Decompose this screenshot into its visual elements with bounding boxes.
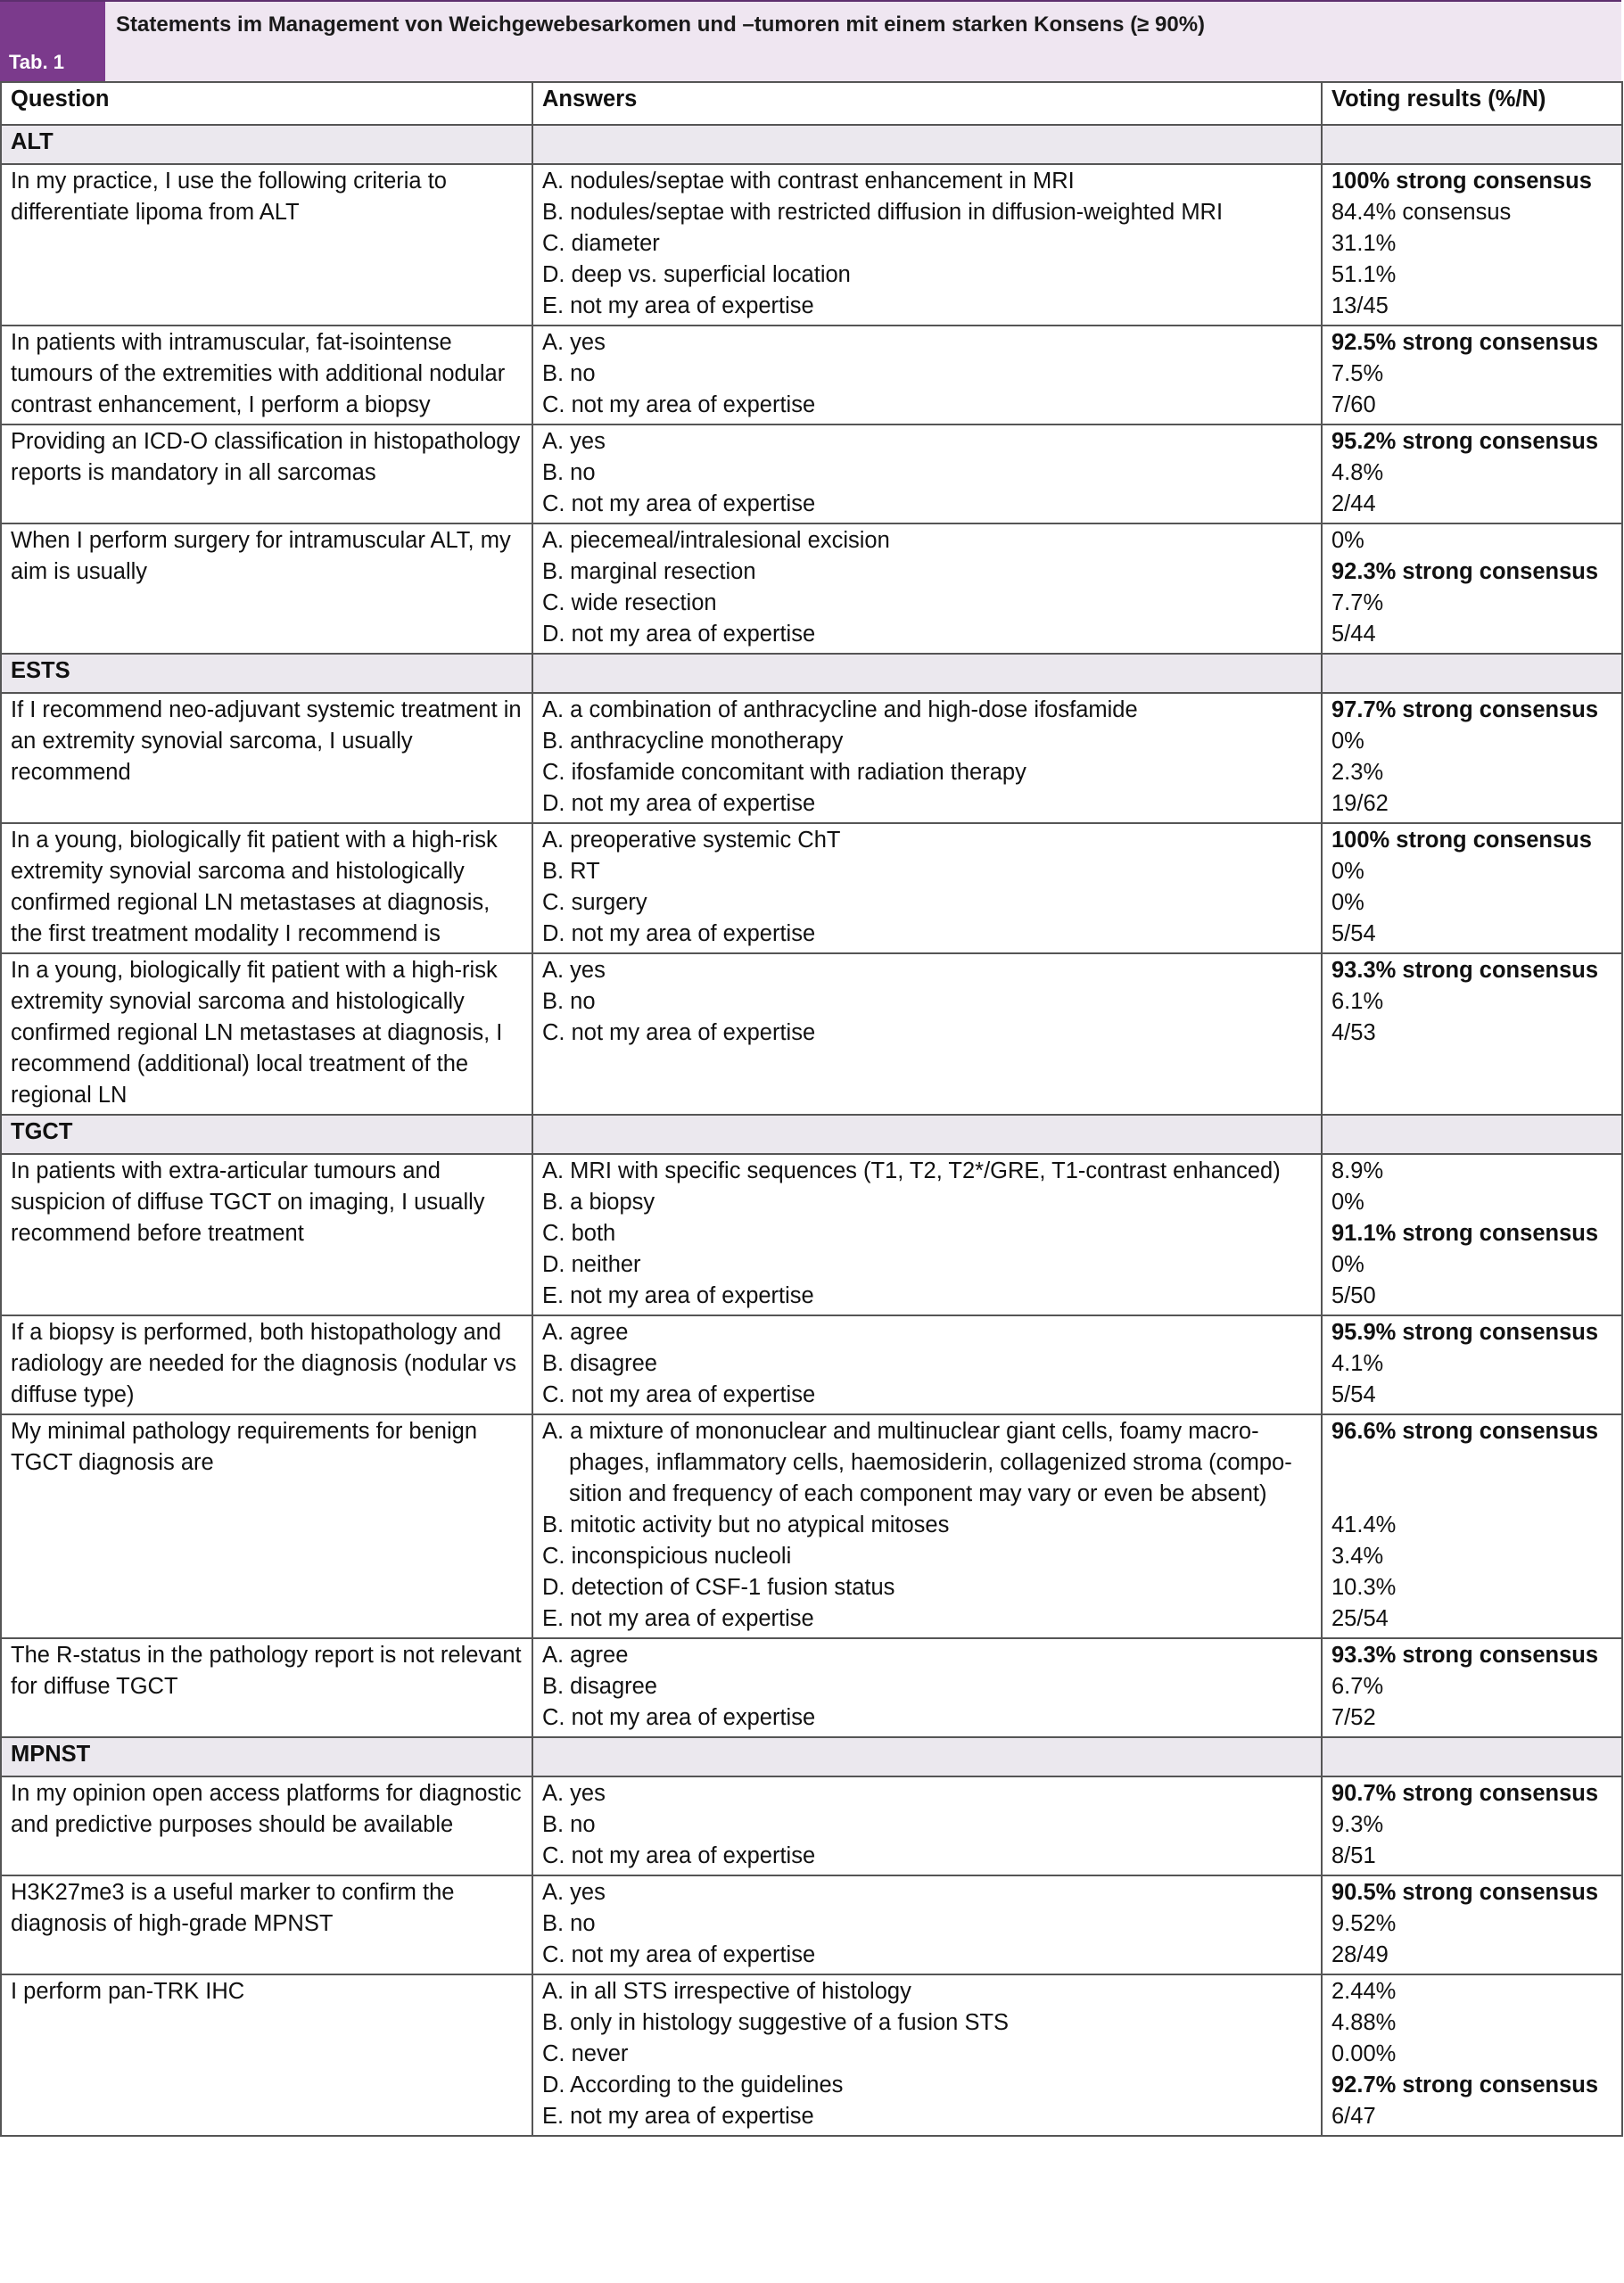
answer-option: C. not my area of expertise (542, 491, 816, 516)
result-value: 95.2% strong consensus (1331, 429, 1599, 454)
answers-cell (532, 1638, 1322, 1737)
result-spacer (1331, 1447, 1614, 1479)
answer-option: A. agree (542, 1320, 629, 1345)
answer-option: A. MRI with specific sequences (T1, T2, T2*/GRE, T1-contrast enhanced) (542, 1158, 1281, 1183)
results-cell (1322, 1776, 1622, 1875)
section-row (1, 1115, 1622, 1154)
consensus-table (0, 81, 1623, 2137)
answer-option: B. only in histology suggestive of a fusion STS (542, 2010, 1010, 2035)
result-value: 7/52 (1331, 1705, 1376, 1730)
section-title: TGCT (1, 1115, 532, 1154)
answer-option: D. neither (542, 1252, 641, 1277)
result-value: 6.7% (1331, 1674, 1384, 1699)
answer-option: B. mitotic activity but no atypical mitoses (542, 1512, 950, 1537)
question-cell: The R-status in the pathology report is not relevant for diffuse TGCT (1, 1638, 532, 1737)
answer-option-continued: sition and frequency of each component may vary or even be absent) (569, 1481, 1267, 1506)
answer-option: B. no (542, 1812, 596, 1837)
answers-cell (532, 1974, 1322, 2136)
result-value: 7/60 (1331, 392, 1376, 417)
result-value: 2.3% (1331, 760, 1384, 785)
answer-option: B. a biopsy (542, 1190, 655, 1215)
result-value: 51.1% (1331, 262, 1397, 287)
table-row (1, 424, 1622, 523)
results-cell (1322, 1638, 1622, 1737)
table-row (1, 1875, 1622, 1974)
question-cell: In patients with intramuscular, fat-isointense tumours of the extremities with additional nodular contrast enhancement, I perform a biopsy (1, 326, 532, 424)
result-value: 3.4% (1331, 1544, 1384, 1569)
answer-option: C. not my area of expertise (542, 1942, 816, 1967)
result-value: 13/45 (1331, 293, 1389, 318)
result-value: 97.7% strong consensus (1331, 697, 1599, 722)
result-value: 4.88% (1331, 2010, 1397, 2035)
result-value: 0% (1331, 859, 1364, 884)
result-value: 5/44 (1331, 622, 1376, 647)
answer-option: A. a mixture of mononuclear and multinuclear giant cells, foamy macro- (542, 1419, 1259, 1444)
column-header-question: Question (1, 82, 532, 125)
answers-cell (532, 1315, 1322, 1414)
answer-option: E. not my area of expertise (542, 1606, 814, 1631)
table-row (1, 1638, 1622, 1737)
answers-cell (532, 326, 1322, 424)
answer-option: B. nodules/septae with restricted diffusion in diffusion-weighted MRI (542, 200, 1224, 225)
answer-option: C. surgery (542, 890, 647, 915)
table-row (1, 1974, 1622, 2136)
answer-option: E. not my area of expertise (542, 2104, 814, 2129)
header-row (1, 82, 1622, 125)
section-title: ALT (1, 125, 532, 164)
answers-cell (532, 1154, 1322, 1315)
result-value: 41.4% (1331, 1512, 1397, 1537)
answer-option: C. diameter (542, 231, 660, 256)
result-value: 100% strong consensus (1331, 828, 1592, 853)
answer-option: A. a combination of anthracycline and high-dose ifosfamide (542, 697, 1138, 722)
table-row (1, 1154, 1622, 1315)
answer-option: A. piecemeal/intralesional excision (542, 528, 890, 553)
answer-option: A. yes (542, 1880, 606, 1905)
question-cell: In a young, biologically fit patient with a high-risk extremity synovial sarcoma and histologically confirmed regional LN metastases at diagnosis, the first treatment modality I recommend is (1, 823, 532, 953)
answer-option: C. not my area of expertise (542, 392, 816, 417)
question-cell: Providing an ICD-O classification in histopathology reports is mandatory in all sarcomas (1, 424, 532, 523)
section-empty-cell (1322, 125, 1622, 164)
answers-cell (532, 164, 1322, 326)
answer-option: B. RT (542, 859, 600, 884)
answer-option: A. yes (542, 958, 606, 983)
answers-cell (532, 424, 1322, 523)
answers-cell (532, 1875, 1322, 1974)
table-label-badge (0, 2, 105, 81)
result-value: 4/53 (1331, 1020, 1376, 1045)
question-cell: In my practice, I use the following criteria to differentiate lipoma from ALT (1, 164, 532, 326)
result-value: 0.00% (1331, 2041, 1397, 2066)
section-row (1, 1737, 1622, 1776)
result-value: 4.8% (1331, 460, 1384, 485)
result-value: 10.3% (1331, 1575, 1397, 1600)
result-value: 6.1% (1331, 989, 1384, 1014)
table-row (1, 326, 1622, 424)
table-row (1, 1776, 1622, 1875)
section-empty-cell (532, 1737, 1322, 1776)
result-value: 8.9% (1331, 1158, 1384, 1183)
answer-option: A. yes (542, 429, 606, 454)
table-caption: Statements im Management von Weichgewebesarkomen und –tumoren mit einem starken Konsens (≥ 90%) (116, 12, 1206, 37)
section-empty-cell (532, 125, 1322, 164)
result-value: 91.1% strong consensus (1331, 1221, 1599, 1246)
answer-option: C. not my area of expertise (542, 1705, 816, 1730)
result-value: 92.7% strong consensus (1331, 2073, 1599, 2098)
answer-option: B. no (542, 989, 596, 1014)
result-value: 4.1% (1331, 1351, 1384, 1376)
result-value: 2/44 (1331, 491, 1376, 516)
result-value: 9.3% (1331, 1812, 1384, 1837)
result-value: 84.4% consensus (1331, 200, 1512, 225)
table-row (1, 1414, 1622, 1638)
table-row (1, 953, 1622, 1115)
results-cell (1322, 1414, 1622, 1638)
results-cell (1322, 164, 1622, 326)
answer-option: A. nodules/septae with contrast enhancement in MRI (542, 169, 1075, 194)
answer-option: D. According to the guidelines (542, 2073, 844, 2098)
table-row (1, 523, 1622, 654)
results-cell (1322, 693, 1622, 823)
answer-option: C. never (542, 2041, 629, 2066)
result-value: 5/54 (1331, 921, 1376, 946)
question-cell: H3K27me3 is a useful marker to confirm the diagnosis of high-grade MPNST (1, 1875, 532, 1974)
result-value: 31.1% (1331, 231, 1397, 256)
answer-option: A. preoperative systemic ChT (542, 828, 841, 853)
answer-option: C. not my area of expertise (542, 1843, 816, 1868)
answer-option: D. not my area of expertise (542, 921, 816, 946)
result-value: 92.5% strong consensus (1331, 330, 1599, 355)
question-cell: In my opinion open access platforms for diagnostic and predictive purposes should be available (1, 1776, 532, 1875)
answer-option: B. no (542, 1911, 596, 1936)
answer-option: A. yes (542, 330, 606, 355)
result-value: 93.3% strong consensus (1331, 958, 1599, 983)
section-title: MPNST (1, 1737, 532, 1776)
answer-option: E. not my area of expertise (542, 1283, 814, 1308)
answer-option: D. detection of CSF-1 fusion status (542, 1575, 895, 1600)
table-row (1, 823, 1622, 953)
results-cell (1322, 823, 1622, 953)
result-value: 90.7% strong consensus (1331, 1781, 1599, 1806)
result-value: 8/51 (1331, 1843, 1376, 1868)
result-value: 2.44% (1331, 1979, 1397, 2004)
answer-option: A. in all STS irrespective of histology (542, 1979, 911, 2004)
results-cell (1322, 424, 1622, 523)
answer-option: C. both (542, 1221, 616, 1246)
answers-cell (532, 693, 1322, 823)
question-cell: When I perform surgery for intramuscular ALT, my aim is usually (1, 523, 532, 654)
answer-option: B. no (542, 361, 596, 386)
results-cell (1322, 953, 1622, 1115)
answer-option: C. wide resection (542, 590, 717, 615)
question-cell: In a young, biologically fit patient with a high-risk extremity synovial sarcoma and histologically confirmed regional LN metastases at diagnosis, I recommend (additional) local treatment of the regional LN (1, 953, 532, 1115)
answers-cell (532, 523, 1322, 654)
table-row (1, 1315, 1622, 1414)
section-empty-cell (1322, 654, 1622, 693)
section-title: ESTS (1, 654, 532, 693)
result-value: 7.7% (1331, 590, 1384, 615)
table-header-bar (0, 0, 1621, 81)
section-empty-cell (532, 654, 1322, 693)
answer-option: C. inconspicious nucleoli (542, 1544, 792, 1569)
result-value: 0% (1331, 1252, 1364, 1277)
section-empty-cell (1322, 1115, 1622, 1154)
result-value: 90.5% strong consensus (1331, 1880, 1599, 1905)
result-value: 93.3% strong consensus (1331, 1643, 1599, 1668)
results-cell (1322, 1875, 1622, 1974)
results-cell (1322, 523, 1622, 654)
result-value: 95.9% strong consensus (1331, 1320, 1599, 1345)
answer-option: D. not my area of expertise (542, 791, 816, 816)
column-header-answers: Answers (532, 82, 1322, 125)
answer-option: C. not my area of expertise (542, 1382, 816, 1407)
answers-cell (532, 1776, 1322, 1875)
result-spacer (1331, 1479, 1614, 1510)
answers-cell (532, 1414, 1322, 1638)
answer-option: E. not my area of expertise (542, 293, 814, 318)
result-value: 0% (1331, 528, 1364, 553)
answer-option: C. ifosfamide concomitant with radiation therapy (542, 760, 1026, 785)
result-value: 5/50 (1331, 1283, 1376, 1308)
section-empty-cell (1322, 1737, 1622, 1776)
answer-option: D. deep vs. superficial location (542, 262, 851, 287)
answer-option: B. no (542, 460, 596, 485)
table-row (1, 164, 1622, 326)
section-row (1, 125, 1622, 164)
answer-option: C. not my area of expertise (542, 1020, 816, 1045)
answers-cell (532, 953, 1322, 1115)
answer-option: A. yes (542, 1781, 606, 1806)
result-value: 0% (1331, 1190, 1364, 1215)
results-cell (1322, 1154, 1622, 1315)
result-value: 6/47 (1331, 2104, 1376, 2129)
result-value: 28/49 (1331, 1942, 1389, 1967)
answer-option: D. not my area of expertise (542, 622, 816, 647)
result-value: 92.3% strong consensus (1331, 559, 1599, 584)
result-value: 0% (1331, 890, 1364, 915)
result-value: 25/54 (1331, 1606, 1389, 1631)
question-cell: In patients with extra-articular tumours and suspicion of diffuse TGCT on imaging, I usually recommend before treatment (1, 1154, 532, 1315)
result-value: 96.6% strong consensus (1331, 1419, 1599, 1444)
result-value: 0% (1331, 729, 1364, 754)
section-row (1, 654, 1622, 693)
question-cell: If I recommend neo-adjuvant systemic treatment in an extremity synovial sarcoma, I usually recommend (1, 693, 532, 823)
answer-option: B. disagree (542, 1351, 657, 1376)
table-label: Tab. 1 (9, 51, 64, 73)
result-value: 9.52% (1331, 1911, 1397, 1936)
section-empty-cell (532, 1115, 1322, 1154)
result-value: 100% strong consensus (1331, 169, 1592, 194)
answers-cell (532, 823, 1322, 953)
question-cell: If a biopsy is performed, both histopathology and radiology are needed for the diagnosis (nodular vs diffuse type) (1, 1315, 532, 1414)
answer-option: B. anthracycline monotherapy (542, 729, 844, 754)
answer-option: A. agree (542, 1643, 629, 1668)
question-cell: I perform pan-TRK IHC (1, 1974, 532, 2136)
table-row (1, 693, 1622, 823)
result-value: 19/62 (1331, 791, 1389, 816)
question-cell: My minimal pathology requirements for benign TGCT diagnosis are (1, 1414, 532, 1638)
result-value: 7.5% (1331, 361, 1384, 386)
result-value: 5/54 (1331, 1382, 1376, 1407)
results-cell (1322, 326, 1622, 424)
answer-option: B. disagree (542, 1674, 657, 1699)
results-cell (1322, 1974, 1622, 2136)
column-header-voting: Voting results (%/N) (1322, 82, 1622, 125)
answer-option: B. marginal resection (542, 559, 756, 584)
results-cell (1322, 1315, 1622, 1414)
answer-option-continued: phages, inflammatory cells, haemosiderin, collagenized stroma (compo- (569, 1450, 1292, 1475)
